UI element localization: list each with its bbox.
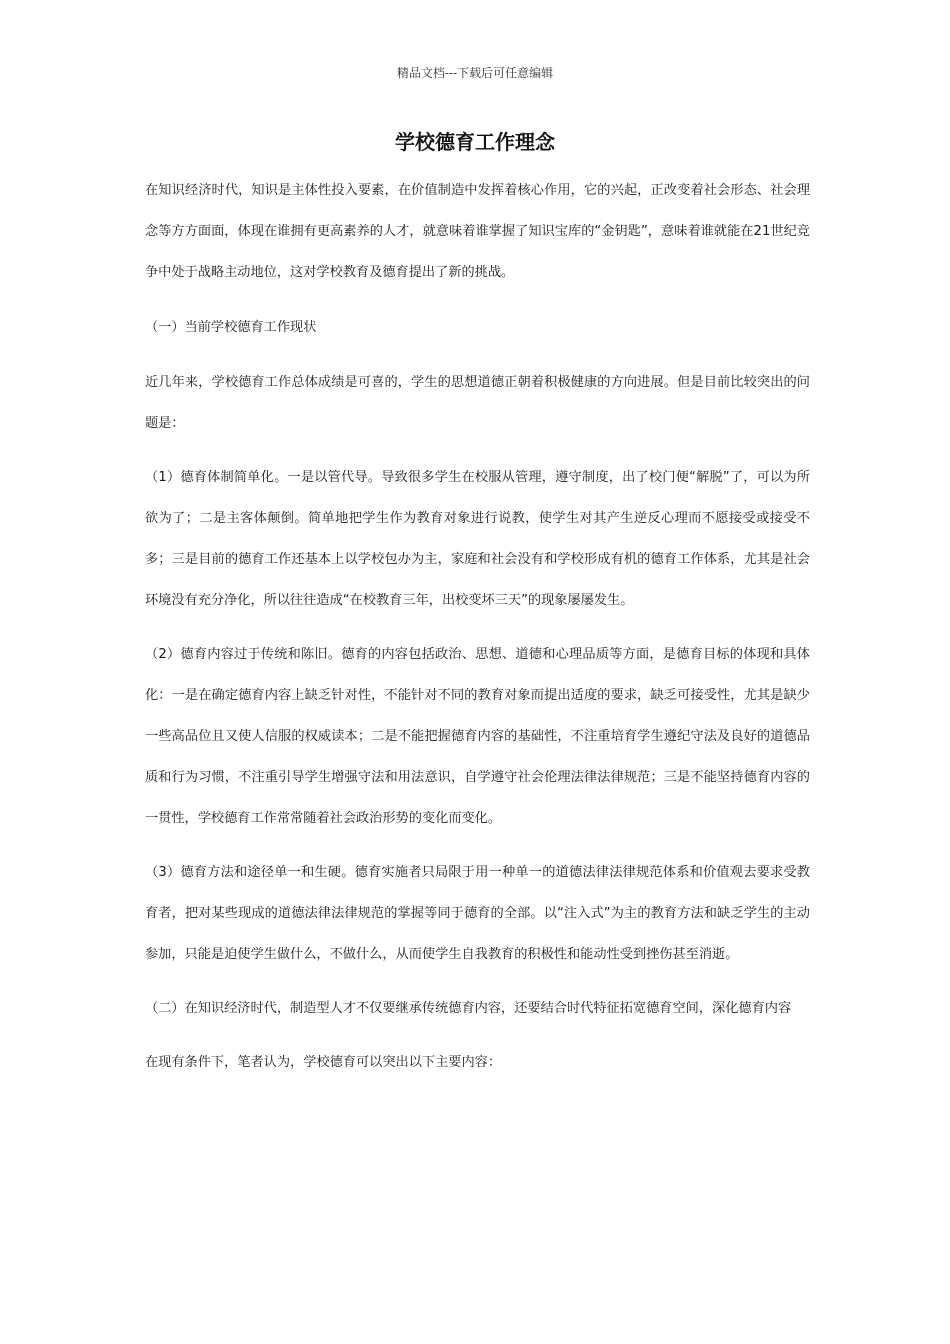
header-note: 精品文档---下载后可任意编辑 xyxy=(396,66,554,80)
document-title: 学校德育工作理念 xyxy=(395,130,555,154)
problem-2-paragraph: （2）德育内容过于传统和陈旧。德育的内容包括政治、思想、道德和心理品质等方面，是德育目标的体现和具体化：一是在确定德育内容上缺乏针对性，不能针对不同的教育对象而提出适度的要求，缺乏可接受性，尤其是缺少一些高品位且又使人信服的权威读本；二是不能把握德育内容的基础性，不注重培育学生遵纪守法及良好的道德品质和行为习惯，不注重引导学生增强守法和用法意识，自学遵守社会伦理法律法律规范；三是不能坚持德育内容的一贯性，学校德育工作常常随着社会政治形势的变化而变化。 xyxy=(145,647,810,826)
problem-3-paragraph: （3）德育方法和途径单一和生硬。德育实施者只局限于用一种单一的道德法律法律规范体系和价值观去要求受教育者，把对某些现成的道德法律法律规范的掌握等同于德育的全部。以“注入式”为主的教育方法和缺乏学生的主动参加，只能是迫使学生做什么，不做什么，从而使学生自我教育的积极性和能动性受到挫伤甚至消逝。 xyxy=(145,865,810,962)
section-heading-knowledge-economy: （二）在知识经济时代，制造型人才不仅要继承传统德育内容，还要结合时代特征拓宽德育空间，深化德育内容 xyxy=(145,1001,792,1016)
problem-1-paragraph: （1）德育体制简单化。一是以管代导。导致很多学生在校服从管理，遵守制度，出了校门便“解脱”了，可以为所欲为了；二是主客体颠倒。简单地把学生作为教育对象进行说教，使学生对其产生逆反心理而不愿接受或接受不多；三是目前的德育工作还基本上以学校包办为主，家庭和社会没有和学校形成有机的德育工作体系，尤其是社会环境没有充分净化，所以往往造成“在校教育三年，出校变坏三天”的现象屡屡发生。 xyxy=(145,470,810,608)
intro-paragraph: 在知识经济时代，知识是主体性投入要素，在价值制造中发挥着核心作用，它的兴起，正改变着社会形态、社会理念等方方面面，体现在谁拥有更高素养的人才，就意味着谁掌握了知识宝库的“金钥匙”，意味着谁就能在21世纪竞争中处于战略主动地位，这对学校教育及德育提出了新的挑战。 xyxy=(145,183,810,280)
document-body xyxy=(145,170,810,1083)
status-paragraph: 近几年来，学校德育工作总体成绩是可喜的，学生的思想道德正朝着积极健康的方向进展。但是目前比较突出的问题是： xyxy=(145,375,810,431)
closing-paragraph: 在现有条件下，笔者认为，学校德育可以突出以下主要内容： xyxy=(145,1055,502,1070)
section-heading-current-status: （一）当前学校德育工作现状 xyxy=(145,320,317,335)
